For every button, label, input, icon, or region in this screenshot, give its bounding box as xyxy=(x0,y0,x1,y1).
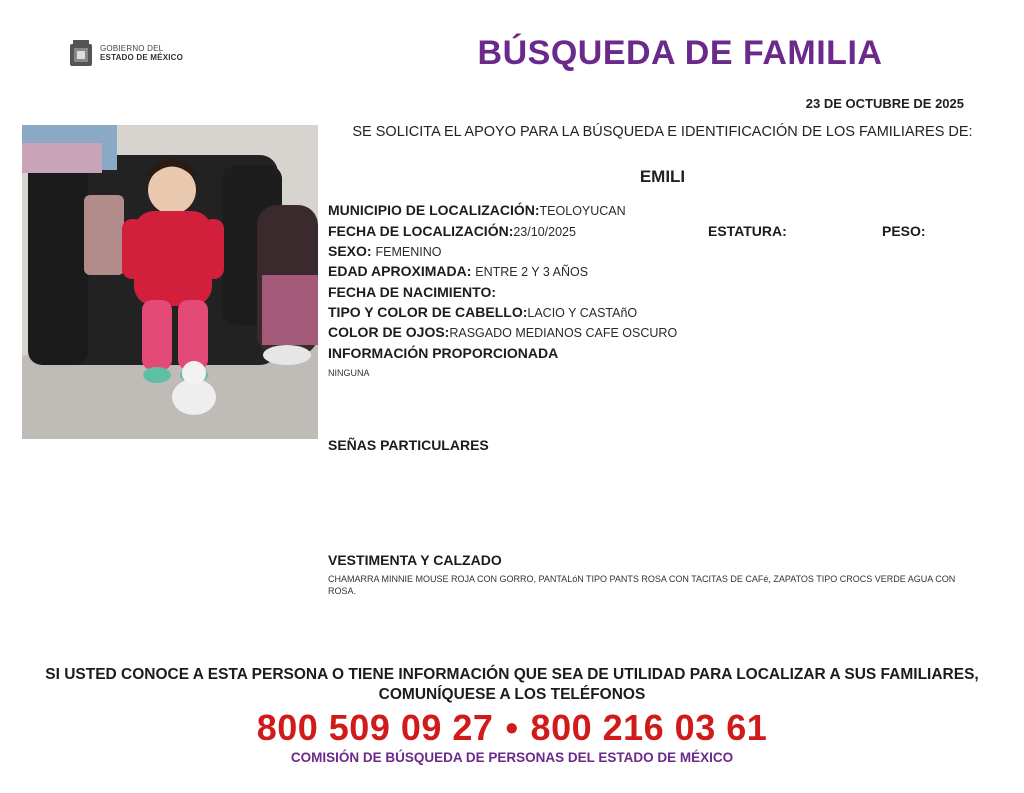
section-informacion-title: INFORMACIÓN PROPORCIONADA xyxy=(328,345,559,361)
poster-title: BÚSQUEDA DE FAMILIA xyxy=(477,34,883,72)
field-estatura-label: ESTATURA: xyxy=(708,223,787,239)
field-value: ENTRE 2 Y 3 AÑOS xyxy=(475,265,589,279)
field-municipio xyxy=(328,202,626,218)
state-seal-icon xyxy=(68,38,94,68)
field-edad xyxy=(328,263,588,279)
field-cabello xyxy=(328,304,637,320)
logo-line-1: GOBIERNO DEL xyxy=(100,44,164,53)
field-value: RASGADO MEDIANOS CAFE OSCURO xyxy=(449,326,678,340)
field-sexo xyxy=(328,243,441,259)
section-vestimenta-value: CHAMARRA MINNIE MOUSE ROJA CON GORRO, PANTALóN TIPO PANTS ROSA CON TACITAS DE CAFé, ZAPATOS TIPO CROCS VERDE AGUA CON ROSA. xyxy=(328,574,956,596)
field-value: TEOLOYUCAN xyxy=(539,204,626,218)
intro-text: SE SOLICITA EL APOYO PARA LA BÚSQUEDA E IDENTIFICACIÓN DE LOS FAMILIARES DE: xyxy=(352,124,973,140)
phone-numbers xyxy=(0,707,1024,749)
phone-number-2: 800 216 03 61 xyxy=(530,707,768,748)
field-label: FECHA DE NACIMIENTO: xyxy=(328,284,496,300)
logo-text xyxy=(100,44,183,62)
field-label: SEXO: xyxy=(328,243,372,259)
state-logo xyxy=(68,38,183,68)
field-label: TIPO Y COLOR DE CABELLO: xyxy=(328,304,528,320)
field-fecha-nacimiento xyxy=(328,284,496,300)
poster-date: 23 DE OCTUBRE DE 2025 xyxy=(805,96,964,111)
field-value: FEMENINO xyxy=(375,245,442,259)
child-photo xyxy=(22,125,318,439)
section-vestimenta-title: VESTIMENTA Y CALZADO xyxy=(328,552,502,568)
field-value: LACIO Y CASTAñO xyxy=(527,306,638,320)
phone-number-1: 800 509 09 27 xyxy=(256,707,494,748)
field-fecha-localizacion xyxy=(328,223,576,239)
commission-name: COMISIÓN DE BÚSQUEDA DE PERSONAS DEL ESTADO DE MÉXICO xyxy=(290,750,734,765)
section-senas-title: SEÑAS PARTICULARES xyxy=(328,437,489,453)
field-peso-label: PESO: xyxy=(882,223,926,239)
contact-instructions: SI USTED CONOCE A ESTA PERSONA O TIENE INFORMACIÓN QUE SEA DE UTILIDAD PARA LOCALIZAR A SUS FAMILIARES, COMUNÍQUESE A LOS TELÉFONOS xyxy=(45,666,979,703)
phone-separator: • xyxy=(505,707,519,748)
section-informacion-value: NINGUNA xyxy=(328,368,370,378)
field-label: COLOR DE OJOS: xyxy=(328,324,450,340)
person-name: EMILI xyxy=(639,167,686,186)
field-value: 23/10/2025 xyxy=(513,225,576,239)
field-label: FECHA DE LOCALIZACIÓN: xyxy=(328,223,514,239)
field-label: MUNICIPIO DE LOCALIZACIÓN: xyxy=(328,202,540,218)
field-ojos xyxy=(328,324,677,340)
field-label: EDAD APROXIMADA: xyxy=(328,263,472,279)
logo-line-2: ESTADO DE MÉXICO xyxy=(100,53,184,62)
